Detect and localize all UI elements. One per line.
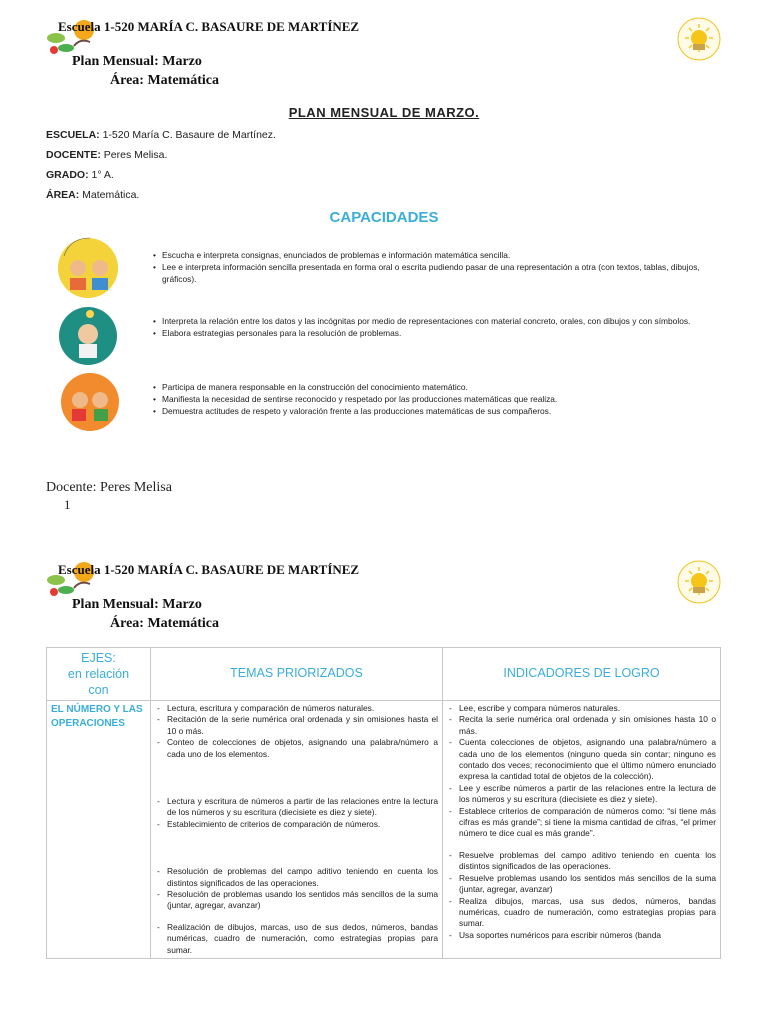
field-escuela: ESCUELA: 1-520 María C. Basaure de Martínez. [46,129,276,141]
tema-item: - Resolución de problemas del campo aditivo teniendo en cuenta los distintos significados de las operaciones. [155,866,438,889]
school-header: Escuela 1-520 MARÍA C. BASAURE DE MARTÍNEZ [58,19,360,34]
capacidad-item: • Demuestra actitudes de respeto y valoración frente a las producciones matemáticas de sus compañeros. [162,405,722,417]
area-label-page2: Área: Matemática [110,616,219,631]
tema-item: - Lectura, escritura y comparación de números naturales. [155,703,438,714]
tema-item: - Realización de dibujos, marcas, uso de sus dedos, números, bandas numéricas, cuadro de numeración, como estrategias propias para sumar. [155,922,438,956]
tema-item: - Resolución de problemas usando los sentidos más sencillos de la suma (juntar, agregar, avanzar) [155,889,438,912]
eje-cell [47,701,151,959]
capacidad-item: • Escucha e interpreta consignas, enunciados de problemas e información matemática sencilla. [162,249,722,261]
capacidad-item: • Participa de manera responsable en la construcción del conocimiento matemático. [162,381,722,393]
indicador-item: - Realiza dibujos, marcas, usa sus dedos, números, bandas numéricas, cuadro de numeración, como estrategias propias para sumar. [447,896,716,930]
school-header-page2: Escuela 1-520 MARÍA C. BASAURE DE MARTÍNEZ [58,562,360,577]
capacidad-list-comunicacion [152,249,722,285]
area-label: Área: Matemática [110,73,219,88]
school-seal-logo-page2 [676,559,722,605]
plan-label: Plan Mensual: Marzo [72,54,202,69]
document-title: PLAN MENSUAL DE MARZO. [288,105,480,120]
indicador-item: - Usa soportes numéricos para escribir números (banda [447,930,716,941]
footer-docente: Docente: Peres Melisa [46,480,172,495]
tema-item: - Establecimiento de criterios de comparación de números. [155,819,438,830]
header-temas: TEMAS PRIORIZADOS [151,648,443,701]
capacidad-item: • Lee e interpreta información sencilla presentada en forma oral o escrita pudiendo pasar de una representación a otra (con textos, tablas, dibujos, gráficos). [162,261,722,285]
capacidad-list-compromiso [152,381,722,417]
plan-table [46,647,721,959]
capacidades-title: CAPACIDADES [329,209,439,226]
indicadores-cell [443,701,721,959]
capacidad-item: • Elabora estrategias personales para la resolución de problemas. [162,327,722,339]
comunicacion-icon [50,232,126,302]
header-ejes: EJES: en relación con [47,648,151,701]
field-area: ÁREA: Matemática. [46,189,140,201]
tema-item: - Conteo de colecciones de objetos, asignando una palabra/número a cada uno de los elementos. [155,737,438,760]
capacidad-list-resolucion [152,315,722,339]
school-seal-logo [676,16,722,62]
table-row [47,701,721,959]
header-indicadores: INDICADORES DE LOGRO [443,648,721,701]
indicador-item: - Lee y escribe números a partir de las relaciones entre la lectura de los números y su escritura (diecisiete es diez y siete). [447,783,716,806]
eje-label: EL NÚMERO Y LAS OPERACIONES [51,704,143,729]
resolucion-problemas-icon [50,298,126,368]
tema-item: - Lectura y escritura de números a partir de las relaciones entre la lectura de los números y su escritura (diecisiete es diez y siete). [155,796,438,819]
indicador-item: - Resuelve problemas del campo aditivo teniendo en cuenta los distintos significados de las operaciones. [447,850,716,873]
capacidad-item: • Manifiesta la necesidad de sentirse reconocido y respetado por las producciones matemáticas que realiza. [162,393,722,405]
table-header-row [47,648,721,701]
capacidad-item: • Interpreta la relación entre los datos y las incógnitas por medio de representaciones con material concreto, orales, con dibujos y con símbolos. [162,315,722,327]
indicador-item: - Cuenta colecciones de objetos, asignando una palabra/número a cada uno de los elementos (ninguno queda sin contar; ninguno es contado dos veces; reconocimiento que el último número enunciado expresa la cantidad total de objetos de la colección). [447,737,716,783]
page-number: 1 [64,497,71,512]
indicador-item: - Recita la serie numérica oral ordenada y sin omisiones hasta 10 o más. [447,714,716,737]
indicador-item: - Lee, escribe y compara números naturales. [447,703,716,714]
temas-cell [151,701,443,959]
indicador-item: - Establece criterios de comparación de números como: “si tiene más cifras es más grande”; si tiene la misma cantidad de cifras, “el primer número te dice cual es más grande”. [447,806,716,840]
tema-item: - Recitación de la serie numérica oral ordenada y sin omisiones hasta el 10 o más. [155,714,438,737]
field-docente: DOCENTE: Peres Melisa. [46,149,168,161]
field-grado: GRADO: 1° A. [46,169,114,181]
compromiso-icon [50,364,126,434]
plan-label-page2: Plan Mensual: Marzo [72,597,202,612]
indicador-item: - Resuelve problemas usando los sentidos más sencillos de la suma (juntar, agregar, avanzar) [447,873,716,896]
